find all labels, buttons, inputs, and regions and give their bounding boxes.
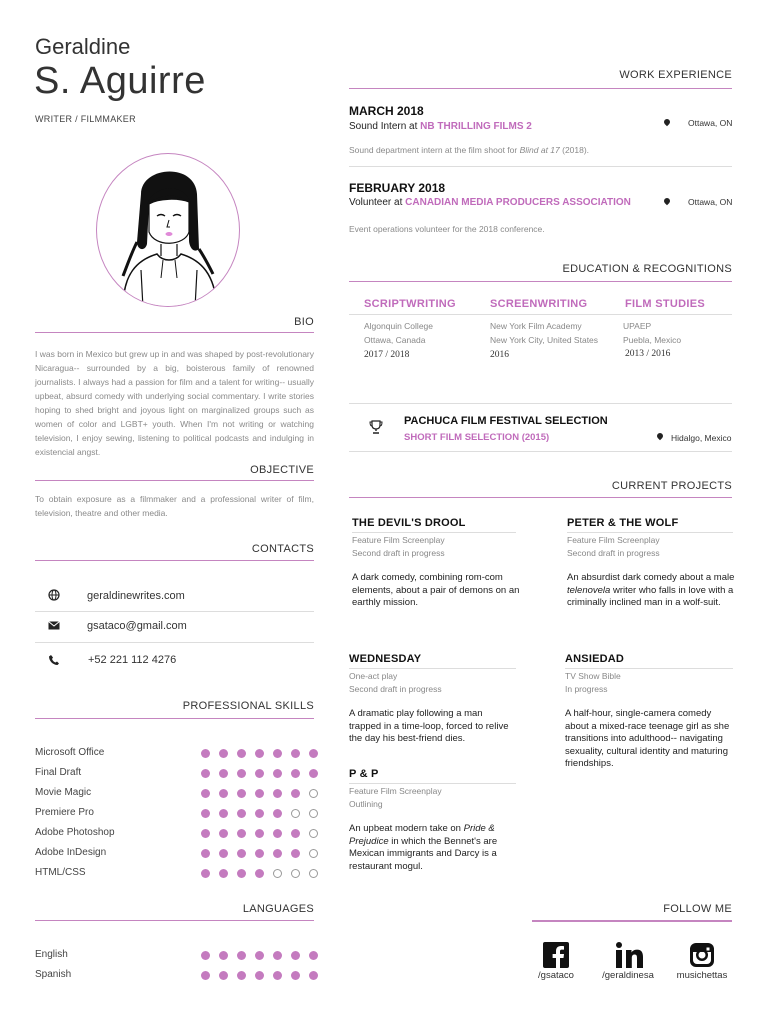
- job-description: [349, 145, 589, 155]
- edu-school-name: New York Film Academy: [490, 321, 582, 331]
- rating-dot-filled: [201, 971, 210, 980]
- skill-rating: [201, 849, 318, 858]
- project-meta: [567, 534, 660, 560]
- job-location: Ottawa, ON: [688, 118, 733, 128]
- rating-dot-filled: [273, 809, 282, 818]
- email-link[interactable]: gsataco@gmail.com: [87, 620, 187, 632]
- project-title: THE DEVIL'S DROOL: [352, 517, 466, 529]
- rating-dot-filled: [237, 749, 246, 758]
- rating-dot-filled: [237, 849, 246, 858]
- rating-dot-filled: [219, 829, 228, 838]
- job-divider: [349, 166, 732, 167]
- globe-icon: [46, 589, 62, 604]
- job-title: WRITER / FILMMAKER: [35, 114, 136, 124]
- job-date: MARCH 2018: [349, 104, 424, 118]
- rating-dot-empty: [309, 809, 318, 818]
- project-divider: [567, 532, 733, 533]
- phone-link[interactable]: +52 221 112 4276: [88, 654, 177, 666]
- rating-dot-filled: [255, 849, 264, 858]
- project-meta: [352, 534, 445, 560]
- rating-dot-filled: [273, 849, 282, 858]
- award-top-divider: [349, 403, 732, 404]
- linkedin-handle[interactable]: /geraldinesa: [602, 970, 654, 981]
- objective-heading: OBJECTIVE: [250, 464, 314, 476]
- rating-dot-empty: [309, 789, 318, 798]
- work-rule: [349, 88, 732, 89]
- project-description-em: telenovela: [567, 584, 611, 596]
- job-date: FEBRUARY 2018: [349, 181, 446, 195]
- rating-dot-filled: [291, 849, 300, 858]
- project-description: A dramatic play following a man trapped in a time-loop, forced to relive the day his best-friend dies.: [349, 708, 509, 744]
- project-meta: [565, 670, 621, 696]
- project-divider: [349, 668, 516, 669]
- bio-rule: [35, 332, 314, 333]
- rating-dot-filled: [255, 869, 264, 878]
- job-location: Ottawa, ON: [688, 197, 733, 207]
- education-heading: EDUCATION & RECOGNITIONS: [562, 263, 732, 275]
- rating-dot-filled: [255, 809, 264, 818]
- edu-school: [364, 319, 433, 347]
- job-description-text: Sound department intern at the film shoot for: [349, 145, 520, 155]
- edu-years: 2017 / 2018: [364, 350, 410, 360]
- projects-rule: [349, 497, 732, 498]
- work-heading: WORK EXPERIENCE: [619, 69, 732, 81]
- rating-dot-filled: [237, 869, 246, 878]
- project-description: [567, 572, 735, 610]
- rating-dot-filled: [201, 749, 210, 758]
- award-bottom-divider: [349, 451, 732, 452]
- job-role-text: Sound Intern at: [349, 121, 418, 132]
- rating-dot-filled: [291, 769, 300, 778]
- edu-years: 2013 / 2016: [625, 349, 671, 359]
- linkedin-icon[interactable]: [616, 942, 642, 968]
- follow-heading: FOLLOW ME: [663, 903, 732, 915]
- project-description-text: An absurdist dark comedy about a male: [567, 572, 735, 583]
- project-meta: [349, 785, 442, 811]
- location-pin-icon: [656, 432, 664, 440]
- rating-dot-filled: [201, 789, 210, 798]
- project-type: Feature Film Screenplay: [567, 535, 660, 545]
- skill-name: Movie Magic: [35, 787, 92, 798]
- contact-divider: [35, 611, 314, 612]
- rating-dot-filled: [291, 829, 300, 838]
- job-description-film: Blind at 17: [519, 145, 560, 155]
- rating-dot-filled: [219, 749, 228, 758]
- skills-heading: PROFESSIONAL SKILLS: [182, 700, 314, 712]
- facebook-icon[interactable]: [543, 942, 569, 968]
- edu-school-name: UPAEP: [623, 321, 652, 331]
- job-role: [349, 197, 631, 208]
- rating-dot-filled: [273, 769, 282, 778]
- rating-dot-filled: [201, 829, 210, 838]
- rating-dot-filled: [273, 829, 282, 838]
- rating-dot-filled: [219, 951, 228, 960]
- rating-dot-filled: [291, 749, 300, 758]
- language-rating: [201, 971, 318, 980]
- mail-icon: [46, 621, 62, 633]
- edu-field: SCRIPTWRITING: [364, 298, 456, 310]
- phone-icon: [46, 654, 62, 669]
- rating-dot-filled: [309, 951, 318, 960]
- rating-dot-filled: [255, 951, 264, 960]
- instagram-icon[interactable]: [689, 942, 715, 968]
- rating-dot-filled: [309, 749, 318, 758]
- rating-dot-filled: [237, 971, 246, 980]
- skill-rating: [201, 869, 318, 878]
- project-description-text: An upbeat modern take on: [349, 823, 464, 834]
- rating-dot-filled: [201, 849, 210, 858]
- edu-school: [490, 319, 598, 347]
- project-description-em: Pride & Prejudice: [349, 823, 495, 847]
- project-type: Feature Film Screenplay: [352, 535, 445, 545]
- last-name: S. Aguirre: [34, 60, 206, 102]
- rating-dot-filled: [219, 869, 228, 878]
- avatar: [96, 153, 240, 307]
- edu-school-place: Ottawa, Canada: [364, 335, 426, 345]
- rating-dot-empty: [309, 849, 318, 858]
- rating-dot-filled: [255, 971, 264, 980]
- rating-dot-filled: [237, 829, 246, 838]
- rating-dot-filled: [219, 789, 228, 798]
- job-role: [349, 121, 532, 132]
- rating-dot-filled: [255, 769, 264, 778]
- rating-dot-empty: [309, 869, 318, 878]
- project-type: TV Show Bible: [565, 671, 621, 681]
- job-org: CANADIAN MEDIA PRODUCERS ASSOCIATION: [405, 197, 631, 208]
- rating-dot-filled: [201, 951, 210, 960]
- edu-school-name: Algonquin College: [364, 321, 433, 331]
- project-title: ANSIEDAD: [565, 653, 625, 665]
- project-description-text: in which the Bennet's are Mexican immigrants and Darcy is a restaurant mogul.: [349, 835, 498, 872]
- project-title: PETER & THE WOLF: [567, 517, 679, 529]
- trophy-icon: [369, 420, 383, 439]
- rating-dot-filled: [237, 769, 246, 778]
- contacts-heading: CONTACTS: [251, 543, 314, 555]
- rating-dot-empty: [291, 869, 300, 878]
- language-name: English: [35, 949, 68, 960]
- languages-rule: [35, 920, 314, 921]
- skill-name: Premiere Pro: [35, 807, 94, 818]
- rating-dot-filled: [237, 809, 246, 818]
- project-status: Second draft in progress: [349, 684, 442, 694]
- bio-heading: BIO: [294, 316, 314, 328]
- follow-rule: [532, 920, 732, 922]
- project-description: A half-hour, single-camera comedy about a mixed-race teenage girl as she transitions into adulthood-- navigating sexuality, cultural identity and maturing friendships.: [565, 708, 730, 769]
- edu-school: [623, 319, 681, 347]
- contacts-rule: [35, 560, 314, 561]
- skill-rating: [201, 809, 318, 818]
- skill-rating: [201, 789, 318, 798]
- project-description-text: writer who falls in love with a criminally inclined man in a wolf-suit.: [567, 584, 734, 608]
- language-name: Spanish: [35, 969, 72, 980]
- edu-school-place: Puebla, Mexico: [623, 335, 682, 345]
- rating-dot-filled: [219, 849, 228, 858]
- project-status: Outlining: [349, 799, 383, 809]
- bio-text: I was born in Mexico but grew up in and was shaped by post-revolutionary Nicaragua-- surrounded by a big, boisterous family of renowned journalists. I always had a passion for film and a talent for writing-- usually upbeat, absurd comedy with underlying social commentary. I write stories hoping to shed bright and joyous light on marginalized groups such as women of color and LGBT+ youth. When I'm not writing or watching television, I enjoy sewing, listening to political podcasts and indulging in existencial angst.: [35, 349, 314, 457]
- contact-divider: [35, 642, 314, 643]
- first-name: Geraldine: [35, 34, 131, 59]
- rating-dot-filled: [255, 829, 264, 838]
- rating-dot-filled: [255, 749, 264, 758]
- rating-dot-empty: [309, 829, 318, 838]
- rating-dot-filled: [309, 971, 318, 980]
- language-rating: [201, 951, 318, 960]
- rating-dot-filled: [201, 769, 210, 778]
- rating-dot-filled: [291, 971, 300, 980]
- edu-field: SCREENWRITING: [490, 298, 588, 310]
- job-description-year: (2018).: [559, 145, 590, 155]
- location-pin-icon: [663, 197, 671, 205]
- rating-dot-filled: [219, 809, 228, 818]
- project-type: Feature Film Screenplay: [349, 786, 442, 796]
- project-status: In progress: [565, 684, 608, 694]
- rating-dot-filled: [255, 789, 264, 798]
- rating-dot-filled: [237, 789, 246, 798]
- project-meta: [349, 670, 442, 696]
- edu-school-place: New York City, United States: [490, 335, 599, 345]
- website-link[interactable]: geraldinewrites.com: [87, 590, 185, 602]
- objective-rule: [35, 480, 314, 481]
- project-type: One-act play: [349, 671, 398, 681]
- rating-dot-filled: [273, 789, 282, 798]
- project-divider: [349, 783, 516, 784]
- rating-dot-filled: [273, 971, 282, 980]
- project-divider: [565, 668, 733, 669]
- award-subtitle: SHORT FILM SELECTION (2015): [404, 432, 550, 443]
- rating-dot-filled: [219, 971, 228, 980]
- project-description: [349, 823, 513, 873]
- project-status: Second draft in progress: [352, 548, 445, 558]
- edu-years: 2016: [490, 350, 509, 360]
- job-org: NB THRILLING FILMS 2: [420, 121, 532, 132]
- avatar-illustration: [97, 154, 240, 307]
- skill-rating: [201, 829, 318, 838]
- skill-name: Adobe Photoshop: [35, 827, 115, 838]
- skill-name: HTML/CSS: [35, 867, 86, 878]
- skill-name: Final Draft: [35, 767, 82, 778]
- rating-dot-filled: [309, 769, 318, 778]
- objective-text: To obtain exposure as a filmmaker and a professional writer of film, television, theatre and other media.: [35, 494, 314, 518]
- project-title: WEDNESDAY: [349, 653, 422, 665]
- skills-rule: [35, 718, 314, 719]
- skill-rating: [201, 769, 318, 778]
- rating-dot-filled: [273, 951, 282, 960]
- location-pin-icon: [663, 118, 671, 126]
- project-status: Second draft in progress: [567, 548, 660, 558]
- rating-dot-filled: [219, 769, 228, 778]
- rating-dot-filled: [291, 789, 300, 798]
- rating-dot-filled: [201, 869, 210, 878]
- job-description: Event operations volunteer for the 2018 conference.: [349, 224, 545, 234]
- rating-dot-filled: [201, 809, 210, 818]
- skill-name: Adobe InDesign: [35, 847, 107, 858]
- facebook-handle[interactable]: /gsataco: [538, 970, 574, 981]
- skill-name: Microsoft Office: [35, 747, 105, 758]
- projects-heading: CURRENT PROJECTS: [611, 480, 732, 492]
- edu-divider: [349, 314, 732, 315]
- project-divider: [352, 532, 516, 533]
- job-role-text: Volunteer at: [349, 197, 403, 208]
- project-title: P & P: [349, 768, 379, 780]
- rating-dot-filled: [291, 951, 300, 960]
- rating-dot-empty: [273, 869, 282, 878]
- instagram-handle[interactable]: musichettas: [676, 970, 728, 981]
- languages-heading: LANGUAGES: [242, 903, 314, 915]
- rating-dot-empty: [291, 809, 300, 818]
- rating-dot-filled: [273, 749, 282, 758]
- award-title: PACHUCA FILM FESTIVAL SELECTION: [404, 415, 608, 427]
- education-rule: [349, 281, 732, 282]
- project-description: A dark comedy, combining rom-com elements, about a pair of demons on an earthly mission.: [352, 572, 520, 608]
- rating-dot-filled: [237, 951, 246, 960]
- skill-rating: [201, 749, 318, 758]
- edu-field: FILM STUDIES: [625, 298, 705, 310]
- award-location: Hidalgo, Mexico: [671, 433, 732, 443]
